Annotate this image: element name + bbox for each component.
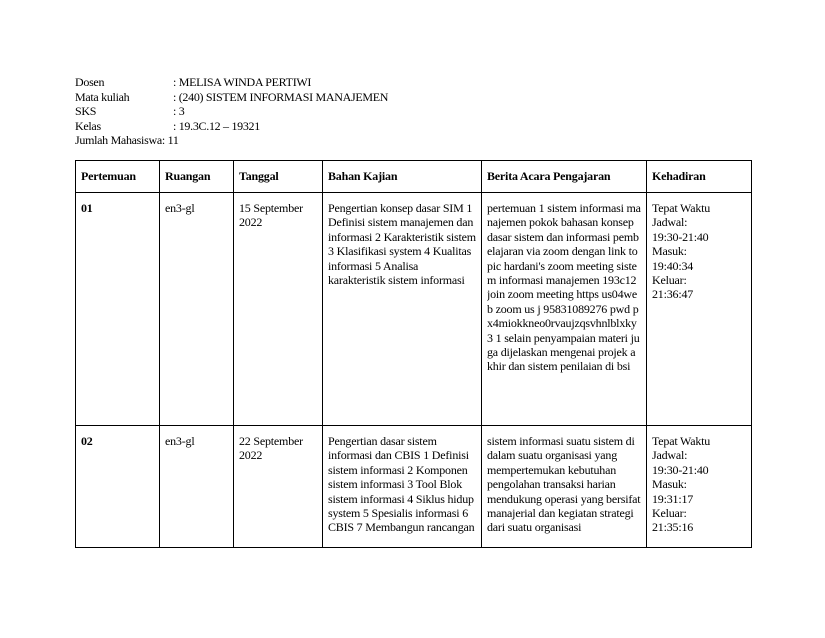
kehadiran-jadwal-label: Jadwal: bbox=[652, 448, 688, 463]
info-value: : 19.3C.12 – 19321 bbox=[173, 118, 260, 133]
cell-bahan-kajian bbox=[323, 426, 482, 548]
cell-berita-acara bbox=[482, 426, 647, 548]
header-kehadiran: Kehadiran bbox=[647, 161, 752, 193]
kehadiran-jadwal-label: Jadwal: bbox=[652, 215, 688, 230]
bahan-kajian-text: Pengertian dasar sistem informasi dan CBIS 1 Definisi sistem informasi 2 Komponen sistem informasi 3 Tool Blok sistem informasi 4 Siklus hidup system 5 Spesialis informasi 6 CBIS 7 Membangun rancangan bbox=[328, 434, 475, 535]
info-label: Jumlah Mahasiswa bbox=[75, 133, 162, 148]
header-berita-acara: Berita Acara Pengajaran bbox=[482, 161, 647, 193]
kehadiran-jadwal-value: 19:30-21:40 bbox=[652, 462, 709, 477]
info-label: Dosen bbox=[75, 75, 105, 89]
header-ruangan: Ruangan bbox=[160, 161, 234, 193]
kehadiran-keluar-label: Keluar: bbox=[652, 506, 687, 521]
berita-acara-text: sistem informasi suatu sistem di dalam suatu organisasi yang mempertemukan kebutuhan pengolahan transaksi harian mendukung operasi yang bersifat manajerial dan kegiatan strategi dari suatu organisasi bbox=[487, 434, 641, 535]
cell-bahan-kajian bbox=[323, 193, 482, 426]
attendance-table bbox=[75, 160, 752, 548]
kehadiran-keluar-value: 21:36:47 bbox=[652, 287, 694, 302]
header-tanggal: Tanggal bbox=[234, 161, 323, 193]
cell-berita-acara bbox=[482, 193, 647, 426]
info-sks bbox=[75, 104, 388, 119]
bahan-kajian-text: Pengertian konsep dasar SIM 1 Definisi sistem manajemen dan informasi 2 Karakteristik sistem 3 Klasifikasi system 4 Kualitas informasi 5 Analisa karakteristik sistem informasi bbox=[328, 201, 476, 288]
kehadiran-keluar-label: Keluar: bbox=[652, 273, 687, 288]
table-row bbox=[76, 193, 752, 426]
kehadiran-status: Tepat Waktu bbox=[652, 201, 711, 215]
kehadiran-keluar-value: 21:35:16 bbox=[652, 520, 694, 535]
kehadiran-masuk-label: Masuk: bbox=[652, 244, 687, 259]
info-kelas bbox=[75, 119, 388, 134]
cell-ruangan: en3-gl bbox=[160, 426, 234, 548]
kehadiran-jadwal-value: 19:30-21:40 bbox=[652, 229, 709, 244]
info-value: : 3 bbox=[173, 104, 185, 119]
info-value: : (240) SISTEM INFORMASI MANAJEMEN bbox=[173, 89, 389, 104]
kehadiran-masuk-label: Masuk: bbox=[652, 477, 687, 492]
info-label: Mata kuliah bbox=[75, 89, 130, 104]
info-value: : 11 bbox=[161, 133, 179, 148]
table-row bbox=[76, 426, 752, 548]
cell-pertemuan: 01 bbox=[76, 193, 160, 426]
cell-kehadiran bbox=[647, 193, 752, 426]
info-matakuliah bbox=[75, 90, 388, 105]
cell-tanggal: 22 September 2022 bbox=[234, 426, 323, 548]
info-label: SKS bbox=[75, 104, 97, 119]
info-jumlah-mahasiswa bbox=[75, 133, 388, 148]
berita-acara-text: pertemuan 1 sistem informasi manajemen pokok bahasan konsep dasar sistem dan informasi pembelajaran via zoom dengan link topic hardani's zoom meeting sistem informasi manajemen 193c12 join zoom meeting https us04web zoom us j 95831089276 pwd px4miokkneo0rvaujzqsvhnlblxky3 1 selain penyampaian materi juga dijelaskan mengenai projek akhir dan sistem penilaian di bsi bbox=[487, 201, 641, 374]
table-header-row bbox=[76, 161, 752, 193]
info-value: : MELISA WINDA PERTIWI bbox=[173, 75, 312, 89]
kehadiran-status: Tepat Waktu bbox=[652, 434, 711, 448]
info-label: Kelas bbox=[75, 118, 101, 133]
header-pertemuan: Pertemuan bbox=[76, 161, 160, 193]
kehadiran-masuk-value: 19:31:17 bbox=[652, 491, 694, 506]
cell-ruangan: en3-gl bbox=[160, 193, 234, 426]
cell-kehadiran bbox=[647, 426, 752, 548]
info-dosen bbox=[75, 75, 388, 90]
cell-tanggal: 15 September 2022 bbox=[234, 193, 323, 426]
cell-pertemuan: 02 bbox=[76, 426, 160, 548]
course-info bbox=[75, 75, 388, 148]
kehadiran-masuk-value: 19:40:34 bbox=[652, 258, 694, 273]
header-bahan-kajian: Bahan Kajian bbox=[323, 161, 482, 193]
